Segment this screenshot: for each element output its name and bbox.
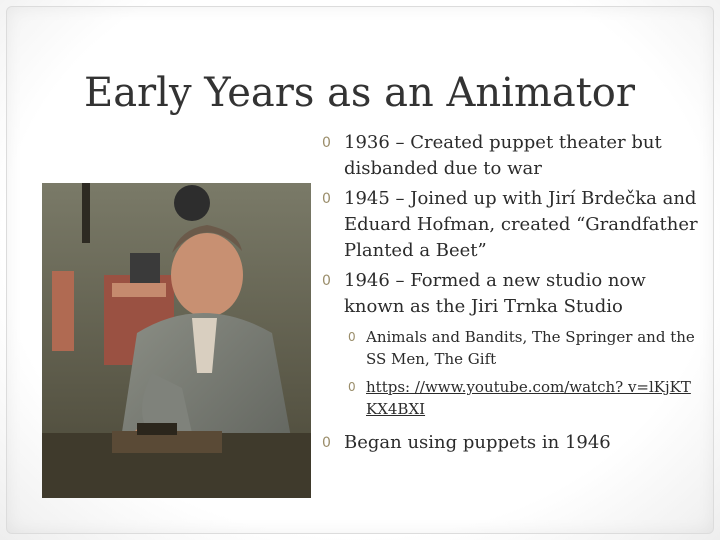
bullet-marker: 0 (322, 435, 331, 451)
sub-bullet-item (348, 326, 702, 370)
bullet-item (322, 130, 702, 182)
bullet-item (322, 186, 702, 264)
bullet-item (322, 268, 702, 320)
sub-bullet-marker: 0 (348, 380, 356, 394)
bullet-text: Began using puppets in 1946 (344, 432, 611, 453)
youtube-link[interactable]: https: //www.youtube.com/watch? v=lKjKTKX4BXI (366, 378, 691, 418)
bullet-list (322, 130, 702, 460)
bullet-text: 1945 – Joined up with Jirí Brdečka and Eduard Hofman, created “Grandfather Planted a Beet” (344, 188, 698, 261)
sub-bullet-text: Animals and Bandits, The Springer and the SS Men, The Gift (366, 328, 695, 368)
animator-photo-illustration (42, 183, 311, 498)
bullet-text: 1936 – Created puppet theater but disbanded due to war (344, 132, 662, 179)
bullet-marker: 0 (322, 273, 331, 289)
slide-title: Early Years as an Animator (84, 70, 635, 116)
animator-photo (42, 183, 311, 498)
bullet-text: 1946 – Formed a new studio now known as the Jiri Trnka Studio (344, 270, 646, 317)
bullet-marker: 0 (322, 191, 331, 207)
bullet-item (322, 430, 702, 456)
sub-bullet-item (348, 376, 702, 420)
bullet-marker: 0 (322, 135, 331, 151)
sub-bullet-marker: 0 (348, 330, 356, 344)
